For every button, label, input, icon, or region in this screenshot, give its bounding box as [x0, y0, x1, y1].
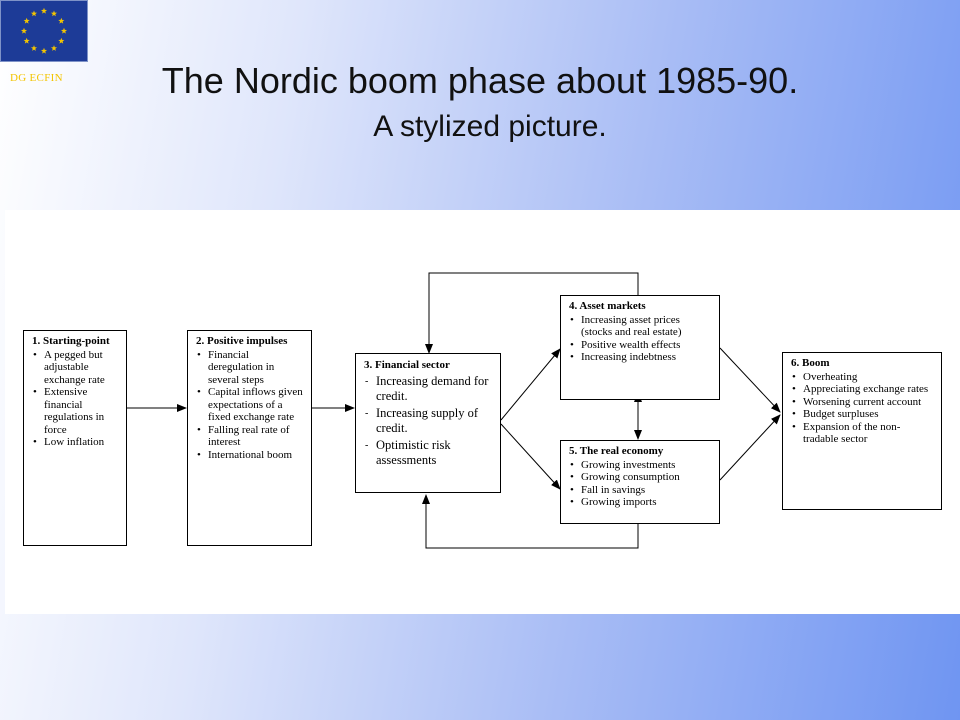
list-item: • Budget surpluses	[791, 408, 935, 421]
list-item: • Capital inflows given expectations of a fixed exchange rate	[196, 386, 305, 424]
star-icon	[24, 38, 30, 44]
box-title: 5. The real economy	[569, 445, 664, 457]
list-item: • Financial deregulation in several steps	[196, 349, 305, 387]
list-item: • Increasing asset prices (stocks and real estate)	[569, 314, 713, 339]
slide-subtitle: A stylized picture.	[373, 110, 607, 143]
arrow-4-to-6	[720, 348, 780, 412]
list-item: • Growing consumption	[569, 471, 713, 484]
eu-stars-icon	[1, 1, 87, 61]
star-icon	[41, 8, 47, 14]
star-icon	[58, 38, 64, 44]
list-item: • Expansion of the non-tradable sector	[791, 421, 935, 446]
star-icon	[31, 45, 37, 51]
list-item: • Worsening current account	[791, 396, 935, 409]
star-icon	[41, 48, 47, 54]
org-label: DG ECFIN	[10, 72, 63, 84]
list-item: • Falling real rate of interest	[196, 424, 305, 449]
list-item: - Increasing supply of credit.	[364, 406, 492, 436]
list-item: • Extensive financial regulations in force	[32, 386, 120, 436]
list-item: - Optimistic risk assessments	[364, 438, 492, 468]
box-title: 6. Boom	[791, 357, 830, 369]
star-icon	[31, 10, 37, 16]
list-item: • Appreciating exchange rates	[791, 383, 935, 396]
list-item: • Positive wealth effects	[569, 339, 713, 352]
star-icon	[24, 18, 30, 24]
diagram-panel	[5, 210, 960, 614]
box-boom	[782, 352, 942, 510]
box-title: 4. Asset markets	[569, 300, 646, 312]
box-starting-point	[23, 330, 127, 546]
list-item: • Increasing indebtness	[569, 351, 713, 364]
eu-flag-logo	[0, 0, 88, 62]
list-item: • Growing investments	[569, 459, 713, 472]
arrow-5-to-6	[720, 415, 780, 480]
star-icon	[51, 10, 57, 16]
box-title: 2. Positive impulses	[196, 335, 288, 347]
box-asset-markets	[560, 295, 720, 400]
box-real-economy	[560, 440, 720, 524]
list-item: • Overheating	[791, 371, 935, 384]
box-title: 3. Financial sector	[364, 359, 450, 371]
star-icon	[21, 28, 27, 34]
arrow-3-to-4	[501, 349, 560, 420]
list-item: • International boom	[196, 449, 305, 462]
list-item: • Fall in savings	[569, 484, 713, 497]
slide-title: The Nordic boom phase about 1985-90.	[161, 60, 799, 101]
star-icon	[58, 18, 64, 24]
list-item: • Growing imports	[569, 496, 713, 509]
star-icon	[61, 28, 67, 34]
box-title: 1. Starting-point	[32, 335, 110, 347]
arrow-3-to-5	[501, 424, 560, 489]
star-icon	[51, 45, 57, 51]
box-financial-sector	[355, 353, 501, 493]
box-positive-impulses	[187, 330, 312, 546]
list-item: - Increasing demand for credit.	[364, 374, 492, 404]
list-item: • A pegged but adjustable exchange rate	[32, 349, 120, 387]
list-item: • Low inflation	[32, 436, 120, 449]
